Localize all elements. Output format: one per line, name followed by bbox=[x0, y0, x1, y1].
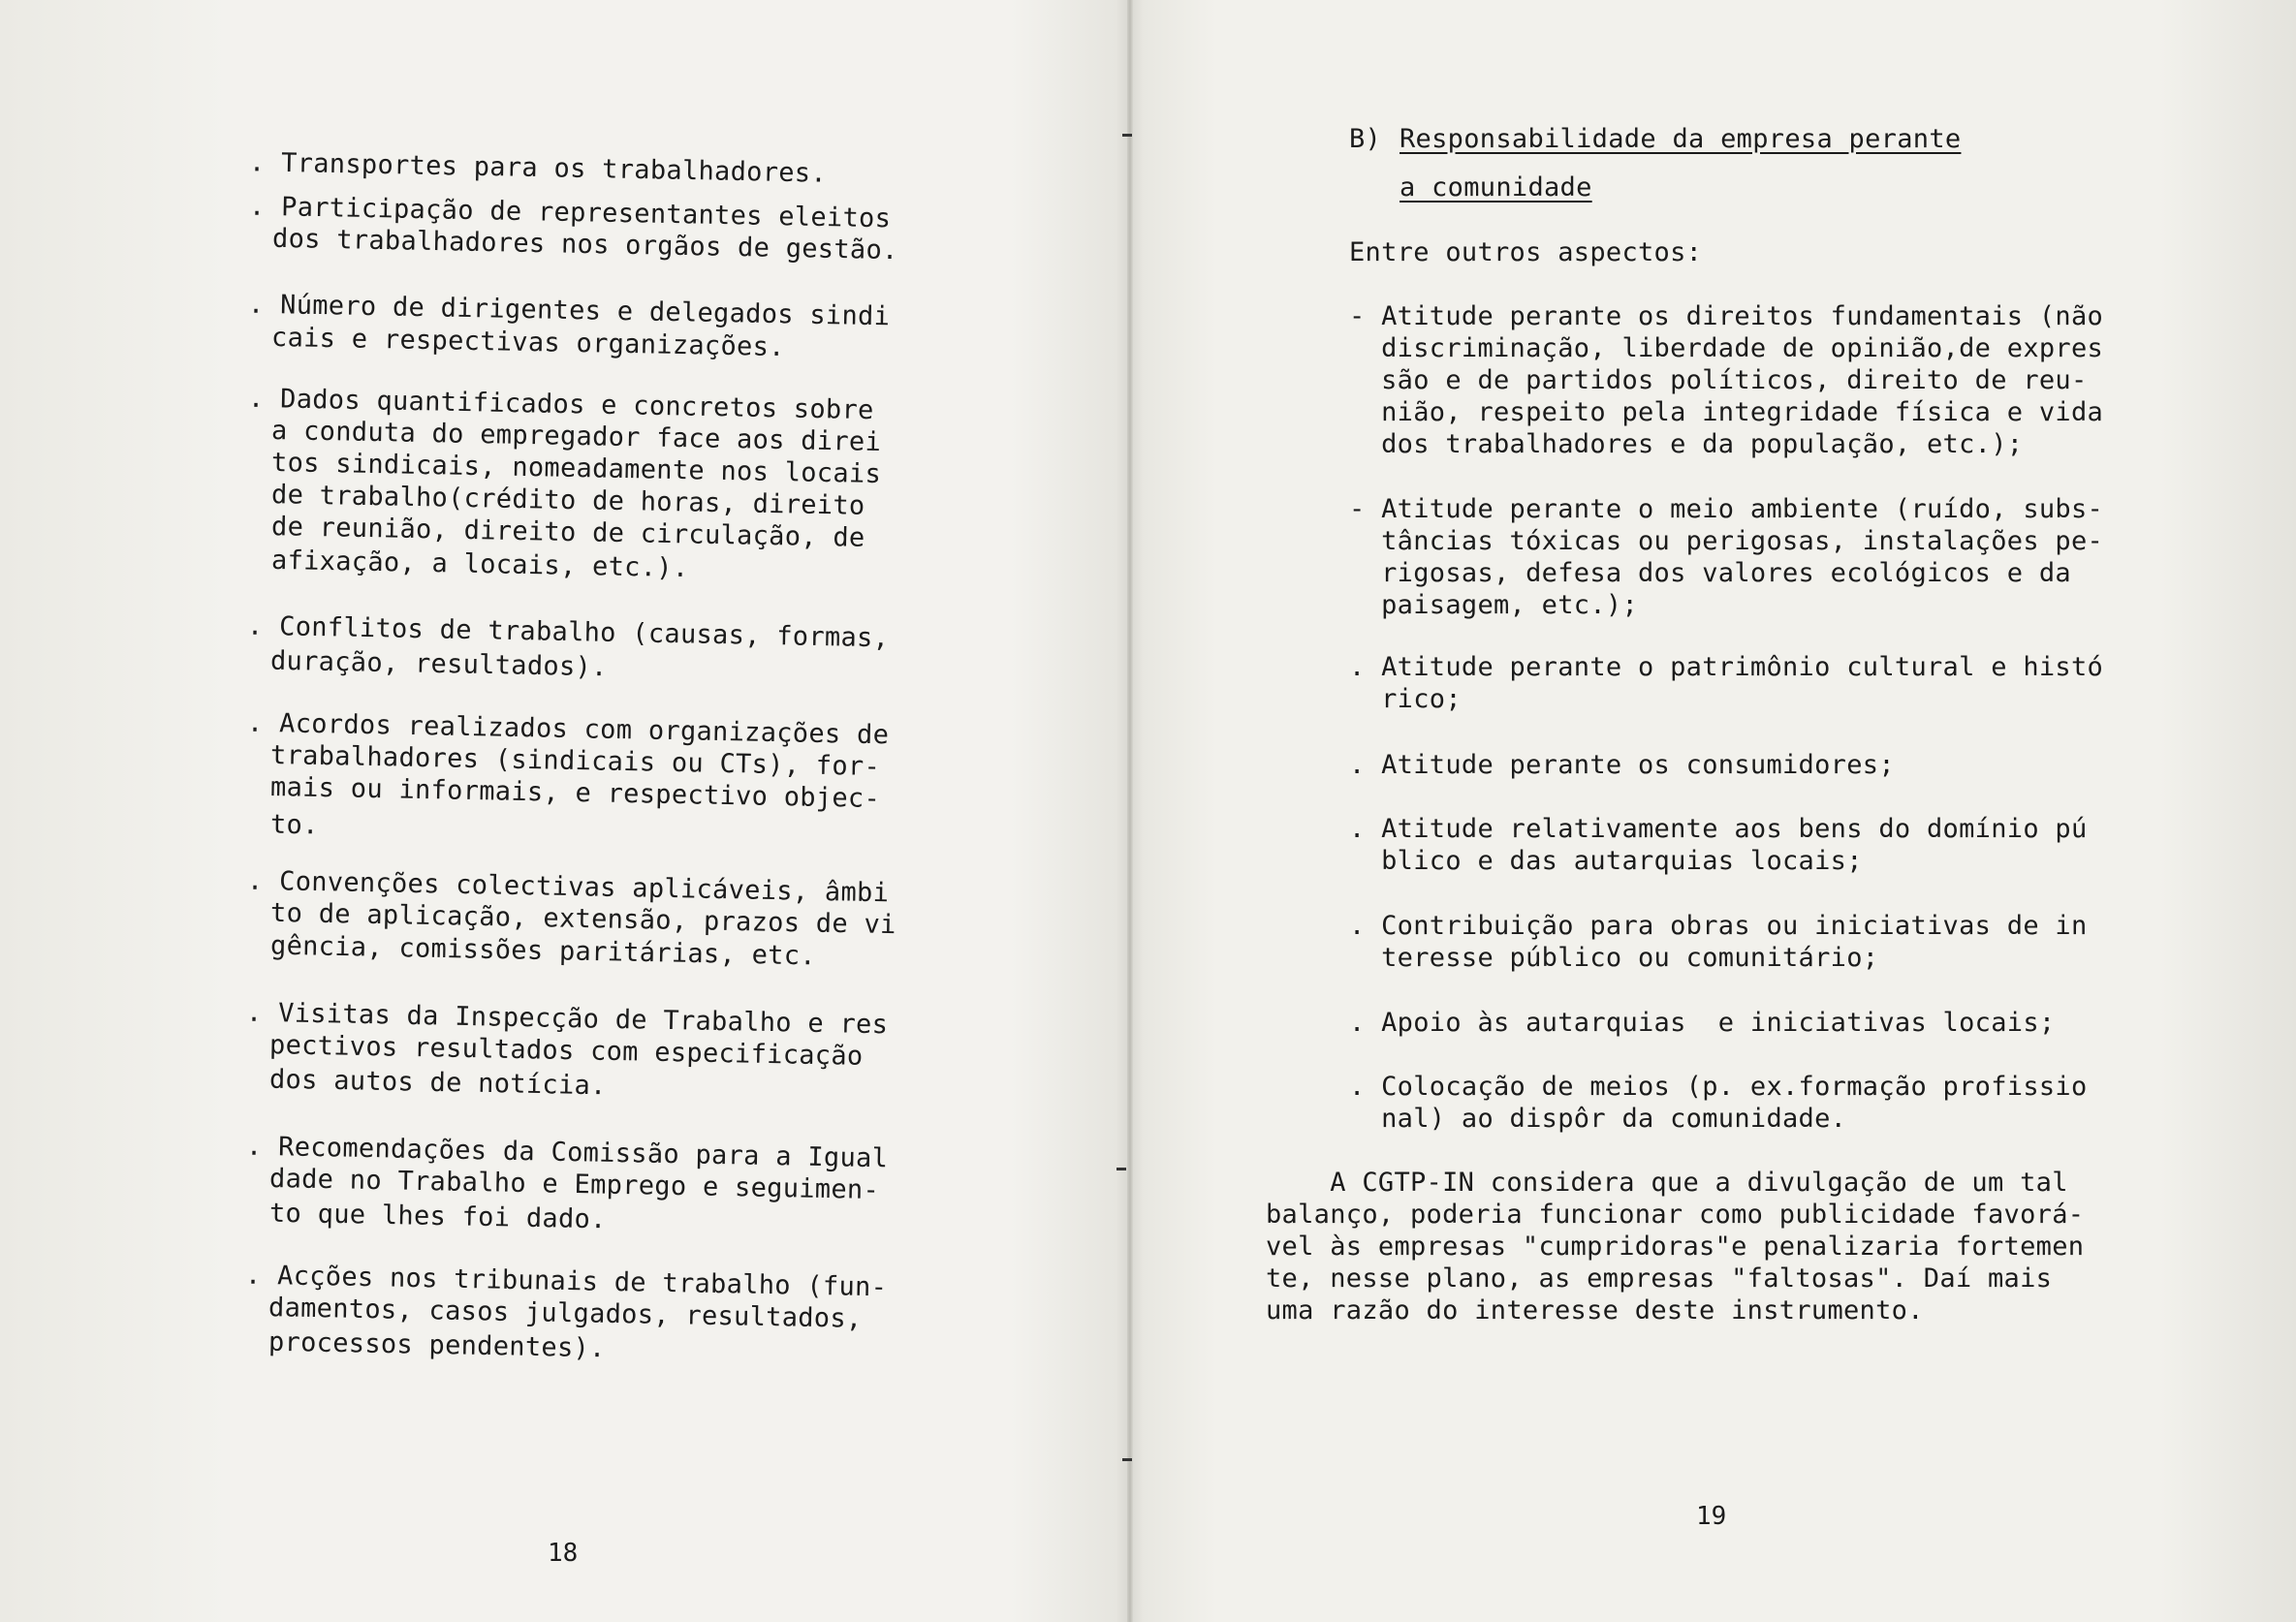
right-item-line: . Atitude relativamente aos bens do domínio pú bbox=[1349, 814, 2088, 844]
left-item-line: de trabalho(crédito de horas, direito bbox=[270, 480, 865, 521]
left-item-line: mais ou informais, e respectivo objec- bbox=[269, 771, 881, 815]
left-item-line: . Acções nos tribunais de trabalho (fun- bbox=[245, 1260, 888, 1303]
left-item-line: to de aplicação, extensão, prazos de vi bbox=[269, 897, 896, 941]
right-item-line: blico e das autarquias locais; bbox=[1349, 846, 1863, 876]
left-item-line: dos autos de notícia. bbox=[268, 1064, 608, 1102]
left-item-line: damentos, casos julgados, resultados, bbox=[268, 1293, 864, 1334]
left-item-line: afixação, a locais, etc.). bbox=[270, 545, 689, 584]
left-item-line: to. bbox=[269, 809, 319, 841]
section-heading-prefix: B) bbox=[1349, 124, 1382, 154]
left-item-line: . Recomendações da Comissão para a Igual bbox=[245, 1131, 889, 1174]
right-item-line: - Atitude perante os direitos fundamentais (não bbox=[1349, 301, 2104, 331]
left-item-line: . Visitas da Inspecção de Trabalho e res bbox=[245, 997, 889, 1041]
right-item-line: paisagem, etc.); bbox=[1349, 590, 1638, 620]
right-item-line: discriminação, liberdade de opinião,de expres bbox=[1349, 333, 2104, 363]
intro-text: Entre outros aspectos: bbox=[1349, 237, 1703, 267]
left-item-line: de reunião, direito de circulação, de bbox=[270, 512, 865, 553]
right-item-line: rico; bbox=[1349, 684, 1462, 714]
section-heading: Responsabilidade da empresa perante bbox=[1400, 124, 1962, 154]
right-item-line: nal) ao dispôr da comunidade. bbox=[1349, 1104, 1847, 1134]
left-item-line: . Acordos realizados com organizações de bbox=[246, 707, 890, 751]
left-item-line: . Convenções colectivas aplicáveis, âmbi bbox=[246, 865, 890, 909]
left-item-line: processos pendentes). bbox=[268, 1326, 607, 1364]
left-item-line: . Participação de representantes eleitos bbox=[248, 191, 892, 234]
right-item-line: - Atitude perante o meio ambiente (ruído, subs- bbox=[1349, 494, 2104, 524]
left-item-line: tos sindicais, nomeadamente nos locais bbox=[270, 447, 882, 490]
section-heading-continued: a comunidade bbox=[1400, 172, 1592, 203]
closing-paragraph-line: vel às empresas "cumpridoras"e penalizaria fortemen bbox=[1266, 1232, 2085, 1262]
edge-mark bbox=[1117, 1168, 1126, 1170]
left-item-line: duração, resultados). bbox=[270, 645, 609, 683]
left-item-line: . Dados quantificados e concretos sobre bbox=[247, 383, 874, 426]
left-item-line: cais e respectivas organizações. bbox=[270, 322, 786, 363]
right-item-line: rigosas, defesa dos valores ecológicos e da bbox=[1349, 558, 2071, 588]
left-item-line: gência, comissões paritárias, etc. bbox=[269, 930, 816, 972]
right-item-line: . Colocação de meios (p. ex.formação profissio bbox=[1349, 1072, 2088, 1102]
left-item-line: a conduta do empregador face aos direi bbox=[270, 415, 882, 458]
left-item-line: dos trabalhadores nos orgãos de gestão. bbox=[271, 223, 898, 266]
right-page bbox=[1130, 0, 2296, 1622]
left-item-line: trabalhadores (sindicais ou CTs), for- bbox=[269, 739, 881, 783]
left-item-line: . Conflitos de trabalho (causas, formas, bbox=[247, 610, 890, 654]
edge-mark bbox=[1122, 134, 1132, 137]
left-item-line: . Transportes para os trabalhadores. bbox=[248, 147, 828, 189]
right-item-line: . Atitude perante os consumidores; bbox=[1349, 750, 1895, 780]
right-item-line: tâncias tóxicas ou perigosas, instalações pe- bbox=[1349, 526, 2104, 556]
page-number-left: 18 bbox=[548, 1539, 579, 1568]
right-item-line: . Atitude perante o patrimônio cultural e histó bbox=[1349, 652, 2104, 682]
right-item-line: teresse público ou comunitário; bbox=[1349, 943, 1879, 973]
left-item-line: . Número de dirigentes e delegados sindi bbox=[247, 289, 891, 332]
closing-paragraph-line: balanço, poderia funcionar como publicidade favorá- bbox=[1266, 1200, 2085, 1230]
closing-paragraph-line: uma razão do interesse deste instrumento. bbox=[1266, 1295, 1924, 1326]
right-item-line: são e de partidos políticos, direito de reu- bbox=[1349, 365, 2088, 395]
right-item-line: . Contribuição para obras ou iniciativas de in bbox=[1349, 911, 2088, 941]
right-item-line: nião, respeito pela integridade física e vida bbox=[1349, 397, 2104, 427]
right-item-line: dos trabalhadores e da população, etc.); bbox=[1349, 429, 2024, 459]
left-item-line: pectivos resultados com especificação bbox=[268, 1030, 865, 1072]
left-page bbox=[0, 0, 1130, 1622]
page-number-right: 19 bbox=[1696, 1502, 1727, 1531]
left-item-line: dade no Trabalho e Emprego e seguimen- bbox=[268, 1163, 880, 1206]
left-item-line: to que lhes foi dado. bbox=[268, 1198, 607, 1235]
edge-mark bbox=[1122, 1458, 1132, 1461]
right-item-line: . Apoio às autarquias e iniciativas locais; bbox=[1349, 1008, 2056, 1038]
closing-paragraph-line: A CGTP-IN considera que a divulgação de um tal bbox=[1266, 1168, 2068, 1198]
closing-paragraph-line: te, nesse plano, as empresas "faltosas". Daí mais bbox=[1266, 1263, 2053, 1294]
